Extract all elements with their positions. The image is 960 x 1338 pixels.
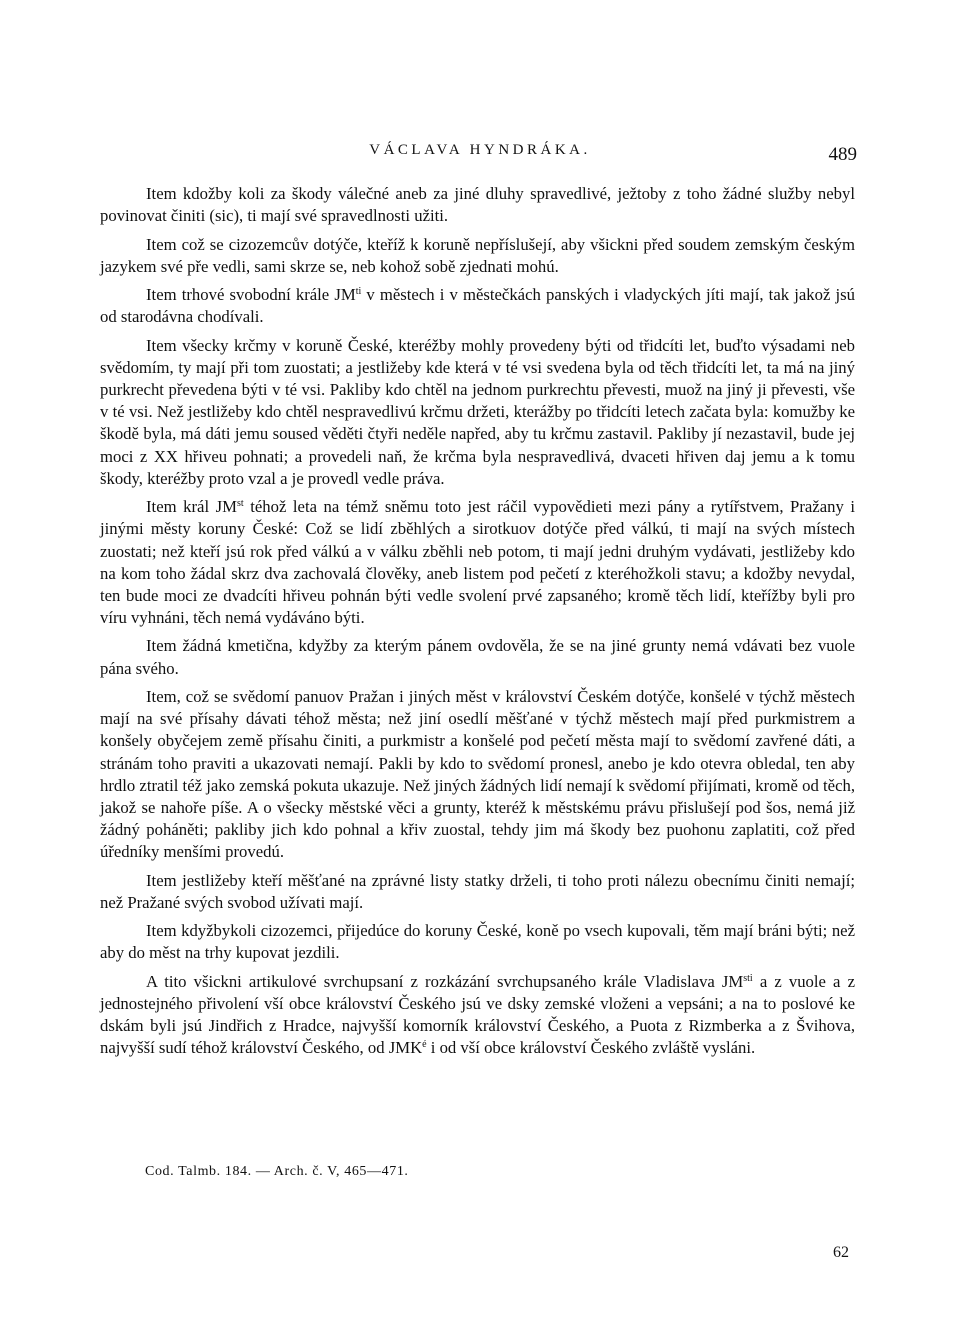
sheet-number: 62 — [833, 1244, 849, 1261]
page-number: 489 — [828, 144, 857, 165]
running-title: VÁCLAVA HYNDRÁKA. — [369, 142, 591, 158]
page-header — [0, 138, 960, 168]
paragraph-6: Item žádná kmetična, kdyžby za kterým pánem ovdověla, že se na jiné grunty nemá vdávati bez vuole pána svého. — [100, 636, 855, 678]
paragraph-9: Item kdyžbykoli cizozemci, přijedúce do koruny České, koně po vsech kupovali, těm mají bráni býti; než aby do měst na trhy kupovat jezdili. — [100, 921, 855, 963]
paragraph-3: Item trhové svobodní krále $JM^{ti}$ v městech i v městečkách panských i vladyckých jíti mají, tak jakož jsú od starodávna chodívali. — [100, 285, 855, 327]
superscript: sti — [743, 972, 753, 984]
paragraph-4: Item všecky krčmy v koruně České, kteréžby mohly provedeny býti od třidcíti let, buďto výsadami neb svědomím, ty mají při tom zuostati; a jestližeby kde která v té vsi svedena byla od těch třidcíti let, ta má na jiný purkrecht převedena býti v té vsi. Pakliby kdo chtěl na jednom purkrechtu převesti, muož na jiný ji převesti, vše v té vsi. Než jestližeby kdo chtěl nespravedlivú krčmu držeti, kterážby po třidcíti letech začata byla: komužby ke škodě byla, má dáti jemu soused věděti čtyři neděle napřed, aby tu krčmu zastavil. Pakliby jí nezastavil, bude jej moci z XX hřiveu pohnati; a provedeli naň, že krčma byla nespravedlivá, dvaceti hřiven daj jemu a k tomu škody, kteréžby proto vzal a je provedl vedle práva. — [100, 335, 855, 488]
source-note: Cod. Talmb. 184. — Arch. č. V, 465—471. — [145, 1164, 409, 1179]
paragraph-1: Item kdožby koli za škody válečné aneb za jiné dluhy spravedlivé, ježtoby z toho žádné služby nebyl povinovat činiti (sic), ti mají své spravedlnosti užiti. — [100, 184, 855, 226]
body-text — [100, 183, 855, 1066]
paragraph-10: A tito všickni artikulové svrchupsaní z rozkázání svrchupsaného krále Vladislava $JM^{sti}$ a z vuole a z jednostejného přivolení vší obce království Českého jsú ve dsky zemské vloženi a vepsáni; a na to poslové ke dskám byli jsú Jindřich z Hradce, najvyšší komorník království Českého, a Puota z Rizmberka a z Švihova, najvyšší sudí téhož království Českého, od $JMK^é$ i od vší obce království Českého zvláště vysláni. — [100, 971, 855, 1058]
paragraph-8: Item jestližeby kteří měšťané na zprávné listy statky drželi, ti toho proti nálezu obecnímu činiti nemají; než Pražané svých svobod užívati mají. — [100, 870, 855, 912]
paragraph-7: Item, což se svědomí panuov Pražan i jiných měst v království Českém dotýče, konšelé v týchž městech mají na své přísahy dávati téhož města; než jiní osedlí měšťané v týchž městech mají před purkmistrem a konšely obyčejem země přísahu činiti, a purkmistr a konšelé pod pečetí města mají to svědomí zavřené dáti, a stránám toho praviti a ukazovati nemají. Pakli by kdo to svědomí pronesl, anebo je kdo otevra obledal, ten aby hrdlo ztratil též jako zemská pokuta ukazuje. Než jiných žádných lidí nemají k svědomí přijímati, kromě od těch, jakož se nahoře píše. A o všecky městské věci a grunty, kteréž k městskému právu přislušejí pod šos, nemá již žádný poháněti; pakliby jich kdo pohnal a křiv zuostal, tehdy jim má škody bez puohonu zaplatiti, což před úředníky menšími provedú. — [100, 687, 855, 862]
paragraph-2: Item což se cizozemcův dotýče, kteříž k koruně nepříslušejí, aby všickni před soudem zemským českým jazykem své pře vedli, sami skrze se, neb kohož sobě zjednati mohú. — [100, 234, 855, 276]
superscript: ti — [355, 286, 362, 298]
superscript: é — [422, 1039, 427, 1051]
superscript: st — [236, 498, 244, 510]
paragraph-5: Item král $JM^{st}$ téhož leta na témž sněmu toto jest ráčil vypovědieti mezi pány a rytířstvem, Pražany i jinými městy koruny České: Což se lidí zběhlých a sirotkuov dotýče před válkú, ti mají na svých místech zuostati; než kteří jsú rok před válkú a v válku zběhli neb potom, ti mají jedni druhým vydávati, jestližeby kdo na kom toho žádal skrz dva zachovalá člověky, aneb listem pod pečetí z kteréhožkoli stavu; a kdožby nevydal, ten bude moci ze dvadcíti hřiveu pohnán býti vedle svolení prvé zapsaného; kromě těch lidí, kteřížby byli pro víru vyhnáni, těch nemá vydáváno býti. — [100, 497, 855, 627]
